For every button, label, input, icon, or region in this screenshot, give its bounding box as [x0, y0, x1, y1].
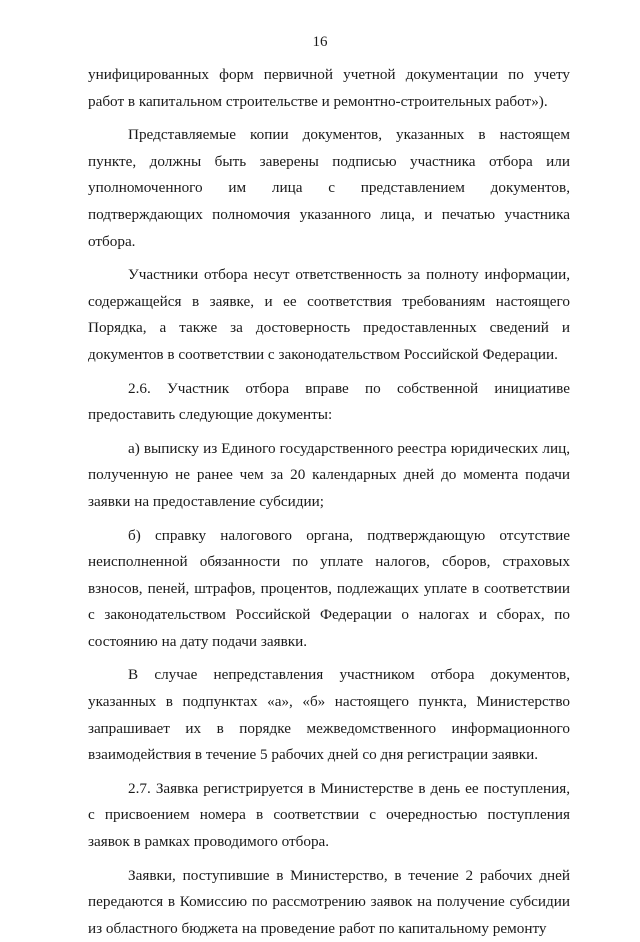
paragraph: б) справку налогового органа, подтверждающую отсутствие неисполненной обязанности по уплате налогов, сборов, страховых взносов, пеней, штрафов, процентов, подлежащих уплате в соответствии с законодательством Российской Федерации о налогах и сборах, по состоянию на дату подачи заявки. [88, 526, 570, 650]
paragraph: 2.6. Участник отбора вправе по собственной инициативе предоставить следующие документы: [88, 379, 570, 424]
page-number: 16 [312, 34, 328, 50]
paragraph: В случае непредставления участником отбора документов, указанных в подпунктах «а», «б» настоящего пункта, Министерство запрашивает их в порядке межведомственного информационного взаимодействия в течение 5 рабочих дней со дня регистрации заявки. [88, 666, 570, 764]
paragraph: а) выписку из Единого государственного реестра юридических лиц, полученную не ранее чем за 20 календарных дней до момента подачи заявки на предоставление субсидии; [88, 439, 570, 510]
paragraph: Заявки, поступившие в Министерство, в течение 2 рабочих дней передаются в Комиссию по рассмотрению заявок на получение субсидии из областного бюджета на проведение работ по капитальному ремонту [88, 866, 570, 937]
paragraph: 2.7. Заявка регистрируется в Министерстве в день ее поступления, с присвоением номера в соответствии с очередностью поступления заявок в рамках проводимого отбора. [88, 779, 570, 851]
paragraph: унифицированных форм первичной учетной документации по учету работ в капитальном строительстве и ремонтно-строительных работ»). [88, 66, 570, 110]
document-body [88, 62, 570, 942]
paragraph: Участники отбора несут ответственность за полноту информации, содержащейся в заявке, и ее соответствия требованиям настоящего Порядка, а также за достоверность предоставленных сведений и документов в соответствии с законодательством Российской Федерации. [88, 266, 570, 363]
paragraph: Представляемые копии документов, указанных в настоящем пункте, должны быть заверены подписью участника отбора или уполномоченного им лица с представлением документов, подтверждающих полномочия указанного лица, и печатью участника отбора. [88, 126, 570, 250]
